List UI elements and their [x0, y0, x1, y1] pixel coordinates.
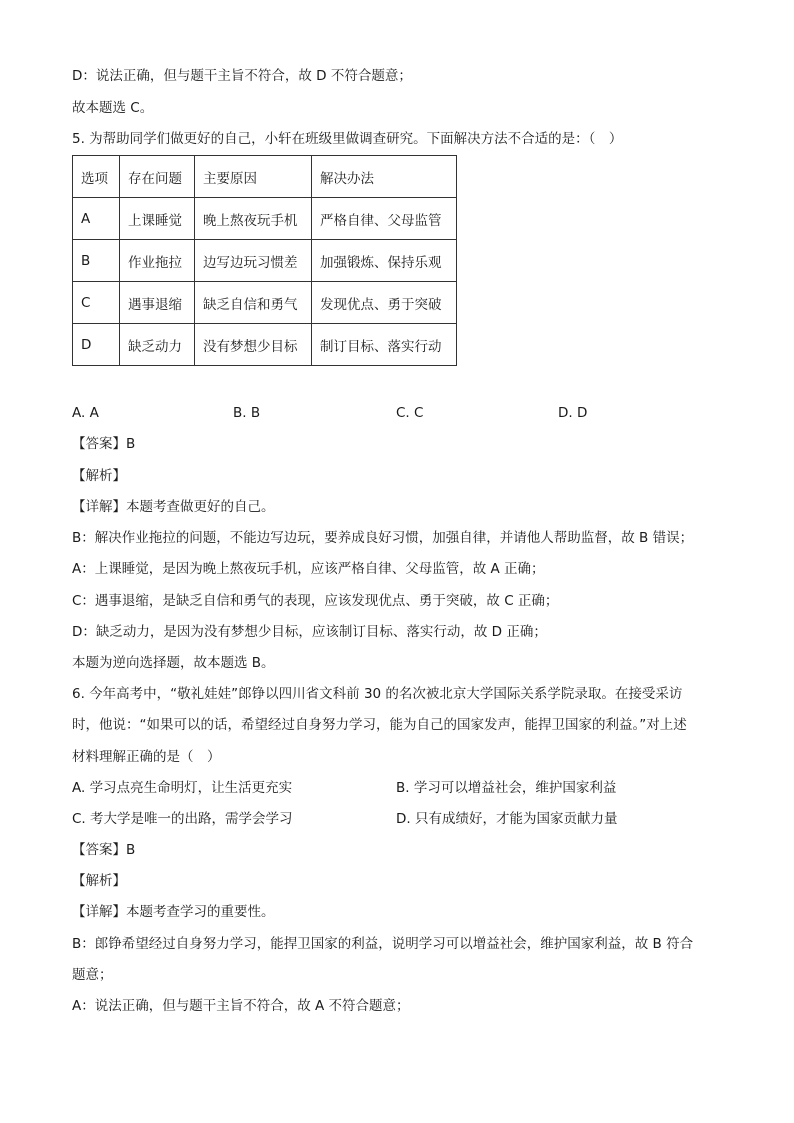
q5-answer: 【答案】B [72, 436, 136, 452]
table-cell: 晚上熬夜玩手机 [195, 198, 312, 240]
q5-option-c: C. C [396, 405, 424, 421]
q5-option-d: D. D [558, 405, 588, 421]
table-row [73, 198, 457, 240]
table-cell: 严格自律、父母监管 [312, 198, 457, 240]
table-cell: D [73, 324, 120, 366]
question-6-stem: 材料理解正确的是（ ） [72, 749, 221, 765]
table-row [73, 240, 457, 282]
q6-detail-line: B：郎铮希望经过自身努力学习，能捍卫国家的利益，说明学习可以增益社会，维护国家利益，故 B 符合 [72, 936, 694, 952]
question-5-stem: 5. 为帮助同学们做更好的自己，小轩在班级里做调查研究。下面解决方法不合适的是：（ ） [72, 131, 623, 147]
q6-detail-line: 题意； [72, 967, 113, 983]
table-row [73, 282, 457, 324]
q5-option-b: B. B [233, 405, 261, 421]
table-header-row [73, 156, 457, 198]
table-cell: 没有梦想少目标 [195, 324, 312, 366]
q5-detail-line: B：解决作业拖拉的问题，不能边写边玩，要养成良好习惯，加强自律，并请他人帮助监督，故 B 错误； [72, 530, 694, 546]
question-6-stem: 时，他说：“如果可以的话，希望经过自身努力学习，能为自己的国家发声，能捍卫国家的利益。”对上述 [72, 717, 687, 733]
q6-answer: 【答案】B [72, 842, 136, 858]
table-cell: B [73, 240, 120, 282]
table-cell: 上课睡觉 [120, 198, 195, 240]
table-cell: 作业拖拉 [120, 240, 195, 282]
table-cell: 制订目标、落实行动 [312, 324, 457, 366]
q5-detail-line: A：上课睡觉，是因为晚上熬夜玩手机，应该严格自律、父母监管，故 A 正确； [72, 561, 545, 577]
q5-detail-line: C：遇事退缩，是缺乏自信和勇气的表现，应该发现优点、勇于突破，故 C 正确； [72, 593, 559, 609]
q5-detail-line: 本题为逆向选择题，故本题选 B。 [72, 655, 275, 671]
q6-analysis-label: 【解析】 [72, 873, 126, 889]
q5-analysis-label: 【解析】 [72, 468, 126, 484]
table-cell: C [73, 282, 120, 324]
q6-option-b: B. 学习可以增益社会，维护国家利益 [396, 780, 617, 796]
table-cell: 缺乏动力 [120, 324, 195, 366]
q5-option-a: A. A [72, 405, 99, 421]
question-6-stem: 6. 今年高考中，“敬礼娃娃”郎铮以四川省文科前 30 的名次被北京大学国际关系学院录取。在接受采访 [72, 686, 683, 702]
table-header-cell: 解决办法 [312, 156, 457, 198]
table-cell: 加强锻炼、保持乐观 [312, 240, 457, 282]
text-line: D：说法正确，但与题干主旨不符合，故 D 不符合题意； [72, 68, 412, 84]
table-cell: A [73, 198, 120, 240]
q5-detail-line: 【详解】本题考查做更好的自己。 [72, 499, 275, 515]
text-line: 故本题选 C。 [72, 100, 154, 116]
q5-detail-line: D：缺乏动力，是因为没有梦想少目标，应该制订目标、落实行动，故 D 正确； [72, 624, 547, 640]
q6-detail-line: 【详解】本题考查学习的重要性。 [72, 904, 275, 920]
table-row [73, 324, 457, 366]
table-header-cell: 选项 [73, 156, 120, 198]
table-cell: 缺乏自信和勇气 [195, 282, 312, 324]
table-cell: 遇事退缩 [120, 282, 195, 324]
q6-option-c: C. 考大学是唯一的出路，需学会学习 [72, 811, 293, 827]
table-cell: 发现优点、勇于突破 [312, 282, 457, 324]
table-header-cell: 存在问题 [120, 156, 195, 198]
table-cell: 边写边玩习惯差 [195, 240, 312, 282]
q6-detail-line: A：说法正确，但与题干主旨不符合，故 A 不符合题意； [72, 998, 410, 1014]
table-header-cell: 主要原因 [195, 156, 312, 198]
survey-table [72, 155, 457, 366]
q6-option-a: A. 学习点亮生命明灯，让生活更充实 [72, 780, 293, 796]
q6-option-d: D. 只有成绩好，才能为国家贡献力量 [396, 811, 618, 827]
